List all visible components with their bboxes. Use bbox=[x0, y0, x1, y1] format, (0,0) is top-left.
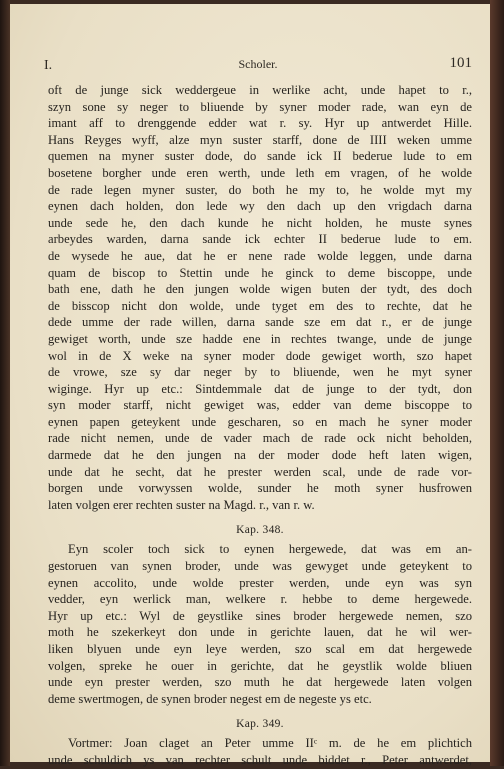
text-line: volgen, spreke he ouer in gerichte, dat he geystlik wolde bliuen bbox=[48, 658, 472, 673]
text-line: imant aff to drenggende edder wat r. sy. Hyr up antwerdet Hille. bbox=[48, 116, 472, 131]
text-line: Hyr up etc.: Wyl de geystlike sines broder hergewede nemen, szo bbox=[48, 608, 472, 623]
text-line: wiginge. Hyr up etc.: Sintdemmale dat de junge to der tydt, don bbox=[48, 381, 472, 396]
text-line: unde dat he secht, dat he prester werden scal, unde de rade vor- bbox=[48, 464, 472, 479]
running-header bbox=[44, 52, 472, 74]
text-line: deme swertmogen, de synen broder negest em de negeste ys etc. bbox=[48, 691, 372, 706]
header-title: Scholer. bbox=[238, 57, 278, 71]
text-line: syn moder starff, nicht gewiget was, edder van deme biscoppe to bbox=[48, 398, 472, 413]
text-line: eynen accolito, unde wolde prester werden, unde eyn was syn bbox=[48, 575, 472, 590]
section-1-text bbox=[48, 82, 472, 513]
chapter-heading-348: Kap. 348. bbox=[236, 524, 284, 537]
text-line: bosetene borgher unde eren werth, unde leth em vragen, of he wolde bbox=[48, 165, 472, 180]
book-page bbox=[10, 4, 490, 767]
text-line: bath ene, dath he den jungen wolde wigen buten der tydt, des doch bbox=[48, 282, 472, 297]
text-line: dede umme der rade willen, darna sande sze em dat r., er de junge bbox=[48, 315, 472, 330]
book-spine-shadow bbox=[0, 0, 10, 766]
text-line: Eyn scoler toch sick to eynen hergewede, dat was em an- bbox=[68, 542, 472, 557]
book-cover-edge bbox=[490, 0, 504, 766]
text-line: liken blyuen unde eyn leye werden, szo scal em dat hergewede bbox=[48, 642, 472, 656]
text-line: laten volgen erer rechten suster na Magd. r., van r. w. bbox=[48, 497, 315, 512]
text-line: arbeydes warden, darna sande ick echter II bederue lude to em. bbox=[48, 232, 472, 247]
text-line: de bisscop nicht don wolde, unde tyget em des to rechte, dat he bbox=[48, 298, 472, 313]
text-line: de wysede he aue, dat he er nene rade wolde leggen, unde darna bbox=[48, 248, 472, 263]
text-line: quam de biscop to Stettin unde he ginck to deme biscoppe, unde bbox=[48, 265, 472, 280]
text-line: unde sede he, den dach kunde he nicht holden, he muste synes bbox=[48, 215, 472, 230]
text-line: eynen papen geteykent unde gescharen, so en mach he syner moder bbox=[48, 414, 472, 429]
text-line: borgen unde vorwyssen wolde, sunder he moth syner husfrowen bbox=[48, 481, 472, 496]
header-section-number: I. bbox=[44, 58, 53, 73]
text-line: quemen na myner suster dode, do sande ick II bederue lude to em bbox=[48, 149, 472, 164]
text-line: Hans Reyges wyff, alze myn suster starff, done de IIII weken umme bbox=[48, 132, 472, 147]
text-line: gestoruen van synen broder, unde was gewyget unde geteykent to bbox=[48, 559, 472, 574]
text-line: unde schuldich ys van rechter schult unde biddet r., Peter antwerdet, bbox=[48, 752, 472, 767]
text-line: gewiget worth, unde sze hadde ene in rechtes twange, unde de junge bbox=[48, 331, 472, 346]
chapter-349-text bbox=[48, 735, 472, 768]
page-number: 101 bbox=[449, 55, 472, 71]
text-line: darmede dat he den jungen na der moder dode heft laten wigen, bbox=[48, 448, 472, 463]
text-line: de vrowe, sze sy dar neger by to bliuende, wen he myt syner bbox=[48, 365, 472, 380]
text-line: eynen dach holden, don lede wy den dach up den vrigdach darna bbox=[48, 199, 472, 214]
text-line: vedder, eyn werlick man, welkere r. hebbe to deme hergewede. bbox=[48, 592, 472, 607]
text-line: szyn sone sy neger to bliuende by syner moder rade, wan eyn de bbox=[48, 99, 472, 114]
text-line: rade nicht nemen, unde de vader mach de rade ock nicht beholden, bbox=[48, 431, 472, 446]
text-line: de rade legen myner suster, do both he my to, he wolde myt my bbox=[48, 182, 472, 197]
text-line: moth he szekerkeyt don unde in gerichte lauen, dat he wil wer- bbox=[48, 625, 472, 640]
chapter-heading-349: Kap. 349. bbox=[236, 718, 284, 731]
text-line: Vortmer: Joan claget an Peter umme IIᶜ m. de he em plichtich bbox=[68, 736, 472, 751]
text-line: wol in de X weke na syner moder dode gewiget worth, szo hapet bbox=[48, 348, 472, 363]
page-body bbox=[48, 82, 472, 769]
chapter-348-text bbox=[48, 541, 472, 707]
text-line: unde eyn prester werden, szo muth he dat hergewede laten volgen bbox=[48, 675, 472, 690]
text-line: oft de junge sick weddergeue in werlike acht, unde hapet to r., bbox=[48, 83, 472, 97]
